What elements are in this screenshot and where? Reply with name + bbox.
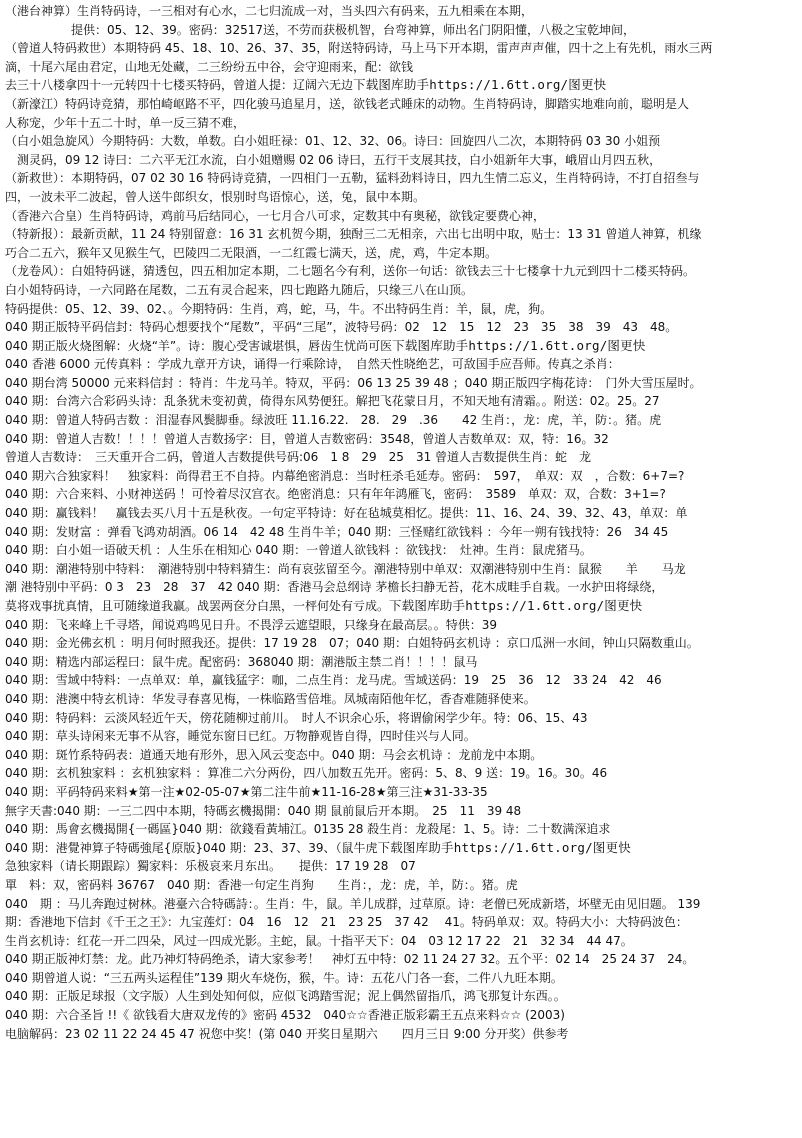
text-line xyxy=(5,169,798,188)
line-text: 电脑解码：23 02 11 22 24 45 47 祝您中奖！(第 040 开奖日星期六 四月三日 9:00 分开奖）供参考 xyxy=(5,1026,569,1041)
text-line xyxy=(5,392,798,411)
line-text: 040 期：曾道人吉数！！！！曾道人吉数扬字：目，曾道人吉数密码：3548，曾道人吉数单双：双，特：16。32 xyxy=(5,431,609,446)
text-line xyxy=(5,746,798,765)
line-text: 040 香港 6000 元传真料 ：学成九章开方诀，诵得一行乘除诗， 自然天性晓绝艺，可敌国手应吾师。传真之杀肖： xyxy=(5,357,620,372)
text-line xyxy=(5,820,798,839)
line-text: 人称宠，少年十五二十时，单一反三猜不难， xyxy=(5,115,246,130)
text-line xyxy=(5,262,798,281)
text-line xyxy=(5,1006,798,1025)
text-line xyxy=(5,634,798,653)
text-line xyxy=(5,578,798,597)
watermark-text: 下载图库助手https://1.6tt.org/图更快 xyxy=(353,77,607,93)
line-text: 040 期：斑竹系特码表：道通天地有形外，思入风云变态中。040 期：马会玄机诗 ：龙前龙中本期。 xyxy=(5,747,543,762)
line-text: （白小姐急旋风）今期特码：大数，单数。白小姐旺禄：01、12、32、06。诗曰：回旋四八二次，本期特码 03 30 小姐预 xyxy=(5,134,661,149)
text-line xyxy=(5,76,798,95)
line-text: 040 期：潮港特别中特料： 潮港特别中特料猜生：尚有哀弦留至今。潮港特别中单双：双潮港特别中生肖：鼠猴 羊 马龙 xyxy=(5,561,686,576)
line-text: （香港六合皇）生肖特码诗，鸡前马后结同心，一七月合八可求，定数其中有奥秘，欲钱定要费心神， xyxy=(5,208,546,223)
line-text: 040 期：草头诗闲来无事不从容，睡觉东窗日已红。万物静观皆自得，四时佳兴与人同。 xyxy=(5,729,476,744)
text-line xyxy=(5,300,798,319)
text-line xyxy=(5,541,798,560)
text-line xyxy=(5,58,798,77)
line-text: 提供：05、12、39。密码：32517送，不劳而获极机智，台弯神算，师出名门阴阳懂，八极之宝乾坤间， xyxy=(71,22,635,37)
line-text: 040 期曾道人说：“三五两头运程佳”139 期火车烧伤，猴，牛。诗：五花八门各一套，二件八九旺本期。 xyxy=(5,970,563,985)
text-line xyxy=(5,151,798,170)
line-text: 040 期：精选内部运程曰：鼠牛虎。配密码：368040 期：潮港版主禁二肖！！！！鼠马 xyxy=(5,654,478,669)
text-line xyxy=(5,244,798,263)
line-text: 040 期：正版足球报（文字版）人生到处知何似，应似飞鸿踏雪泥；泥上偶然留指爪，鸿飞那复计东西。。 xyxy=(5,989,566,1004)
text-line xyxy=(5,39,798,58)
text-line xyxy=(5,932,798,951)
text-line xyxy=(5,857,798,876)
line-text: 测灵码，09 12 诗曰：二六平无江水流，白小姐赠赐 02 06 诗曰，五行干支展其技，白小姐新年大事，峨眉山月四五秋， xyxy=(17,152,662,167)
text-line xyxy=(5,467,798,486)
watermark-text: 下载图库助手https://1.6tt.org/图更快 xyxy=(392,337,646,353)
line-text: 040 期正版火烧图解：火烧“羊”。诗：腹心受害诚堪惧，唇齿生忧尚可医 xyxy=(5,338,393,353)
text-line xyxy=(5,95,798,114)
line-text: 生肖玄机诗：红花一开二四朵，风过一四成光影。主蛇，鼠。十指平天下：04 03 12 17 22 21 32 34 44 47。 xyxy=(5,933,633,948)
line-text: （龙卷风）：白姐特码谜，猜透包，四五相加定本期，二七题名今有利，送你一句话：欲钱去三十七楼拿十九元到四十二楼买特码。 xyxy=(5,264,696,279)
line-text: （港台神算）生肖特码诗，一三相对有心水，二七归流成一对，当头四六有码来，五九相乘在本期， xyxy=(5,4,534,18)
text-line xyxy=(5,355,798,374)
text-line xyxy=(5,969,798,988)
line-text: （特新报）：最新贡献，11 24 特别留意：16 31 玄机贺今期，独酎三二无相亲，六出七出明中取，贴士：13 31 曾道人神算，机缘 xyxy=(5,227,702,242)
text-line xyxy=(5,114,798,133)
text-line xyxy=(5,207,798,226)
line-text: 040 期台湾 50000 元来料信封 ：特肖：牛龙马羊。特双，平码：06 13 25 39 48 ；040 期正版四字梅花诗： 门外大雪压屋时。 xyxy=(5,375,702,390)
text-line xyxy=(5,504,798,523)
text-line xyxy=(5,783,798,802)
line-text: 040 期：白小姐一语破天机 ：人生乐在相知心 040 期：一曾道人欲钱料 ：欲钱找： 灶神。生肖：鼠虎猪马。 xyxy=(5,543,592,558)
line-text: （曾道人特码救世）本期特码 45、18、10、26、37、35，附送特码诗，马上马下开本期，雷声声声催，四十之上有先机，雨水三两 xyxy=(5,41,713,56)
text-line xyxy=(5,188,798,207)
text-line xyxy=(5,671,798,690)
line-text: 040 期：特码料：云淡风轻近午天，傍花随柳过前川。 时人不识余心乐，将谓偷闲学少年。特：06、15、43 xyxy=(5,710,588,725)
line-text: 040 期：玄机独家料 ：玄机独家料 ：算准二六分两份，四八加数五先开。密码：5、8、9 送：19。16。30。46 xyxy=(5,766,608,781)
line-text: 急独家料（请长期跟踪）獨家料：乐极哀来月东出。 提供：17 19 28 07 xyxy=(5,859,416,874)
text-line xyxy=(5,802,798,821)
text-line xyxy=(5,876,798,895)
text-line xyxy=(5,523,798,542)
line-text: 潮 港特别中平码：0 3 23 28 37 42 040 期：香港马会总纲诗 茅檐长扫静无苔，花木成畦手自栽。一水护田将绿绕， xyxy=(5,580,664,595)
text-line xyxy=(5,987,798,1006)
line-text: 040 期：雪域中特料：一点单双：单，赢钱猛字：咖，二点生肖：龙马虎。雪域送码：19 25 36 12 33 24 42 46 xyxy=(5,673,662,688)
text-line xyxy=(5,597,798,616)
text-line xyxy=(5,430,798,449)
text-line xyxy=(5,411,798,430)
text-line xyxy=(5,950,798,969)
text-line xyxy=(5,913,798,932)
line-text: 單 料：双，密码料 36767 040 期：香港一句定生肖狗 生肖：，龙：虎，羊，防：。猪。虎 xyxy=(5,877,518,892)
line-text: 040 期：曾道人特码吉数 ：泪湿春风鬓脚垂。绿波旺 11.16.22. 28. 29 .36 42 生肖：，龙：虎，羊，防：。猪。虎 xyxy=(5,413,662,428)
text-line xyxy=(5,132,798,151)
text-line xyxy=(5,337,798,356)
line-text: 040 期：平码特码来料★第一注★02-05-07★第二注牛前★11-16-28★第三注★31-33-35 xyxy=(5,784,488,799)
text-line xyxy=(5,21,798,40)
line-text: 040 期六合独家料！ 独家料：尚得君王不自持。内幕绝密消息：当时枉杀毛延寿。密码： 597， 单双：双 ，合数：6+7=? xyxy=(5,468,685,483)
line-text: 巧合二五六，猴年又见猴生气，巴陵四二无限酒，一二红霞七满天，送，虎，鸡，牛定本期。 xyxy=(5,245,498,260)
line-text: 白小姐特码诗，一六同路在尾数，二五有灵合起来，四七跑路九随后，只缘三八在山顶。 xyxy=(5,282,474,297)
line-text: 莫将戏事扰真情，且可随缘道我赢。战罢两奁分白黑，一枰何处有亏成。 xyxy=(5,599,390,613)
line-text: 040 期：馬會玄機揭開{一碼區}040 期：欲錢看黃埔江。0135 28 殺生肖：龙殺尾：1、5。诗：二十数满深追求 xyxy=(5,822,611,837)
text-line xyxy=(5,764,798,783)
line-text: 040 期：发财富 ：弹看飞鸿劝胡酒。06 14 42 48 生肖牛羊；040 期：三怪赌红欲钱料 ：今年一朔有钱找特：26 34 45 xyxy=(5,524,669,539)
line-text: 滴，十尾六尾由君定，山地无处藏，二三纷纷五中谷，会守迎雨来，配：欲钱 xyxy=(5,59,414,74)
line-text: 無字天書:040 期：一三二四中本期，特碼玄機揭開：040 期 鼠前鼠后开本期。 25 11 39 48 xyxy=(5,803,522,818)
line-text: 040 期：台湾六合彩码头诗：乱条犹未变初黄，倚得东风势便狂。解把飞花蒙日月，不知天地有清霜。。附送：02。25。27 xyxy=(5,394,660,409)
text-line xyxy=(5,727,798,746)
text-line xyxy=(5,448,798,467)
line-text: 期：香港地下信封《千王之王》：九宝莲灯：04 16 12 21 23 25 37 42 41。特码单双：双。特码大小：大特码波色： xyxy=(5,915,688,930)
text-line xyxy=(5,225,798,244)
line-text: 040 期：港澳中特玄机诗：华发寻春喜见梅，一株临路雪倍堆。凤城南陌他年忆，香杳难随驿使来。 xyxy=(5,691,536,706)
line-text: 040 期：港覺神算子特碼強尾{原版}040 期：23、37、39、（鼠牛虎 xyxy=(5,840,378,855)
line-text: 040 期：六合来料、小财神送码 ！可怜着尽汉宫衣。绝密消息：只有年年鸿雁飞，密码： 3589 单双：双，合数：3+1=? xyxy=(5,487,666,502)
line-text: 040 期正版特平码信封：特码心想要找个“尾数”，平码“三尾”，波特号码：02 12 15 12 23 35 38 39 43 48。 xyxy=(5,320,678,335)
watermark-text: 下载图库助手https://1.6tt.org/图更快 xyxy=(377,839,631,855)
text-line xyxy=(5,318,798,337)
line-text: 040 期：金光佛玄机 ：明月何时照我还。提供：17 19 28 07；040 期：白姐特码玄机诗 ：京口瓜洲一水间，钟山只隔数重山。 xyxy=(5,636,699,651)
line-text: （新濠江）特码诗竞猜，那怕崎岖路不平，四化骏马追星月，送，欲钱老式睡床的动物。生肖特码诗，脚踏实地难向前，聪明是人 xyxy=(5,96,690,111)
line-text: 040 期：飞来峰上千寻塔，闻说鸡鸣见日升。不畏浮云遮望眼，只缘身在最高层。。特供：39 xyxy=(5,617,497,632)
text-line xyxy=(5,281,798,300)
line-text: （新救世）：本期特码，07 02 30 16 特码诗竞猜，一四相门一五勒，猛料劲料诗日，四九生情二忘义，生肖特码诗，不打自招叁与 xyxy=(5,171,700,186)
text-line xyxy=(5,2,798,21)
text-line xyxy=(5,895,798,914)
line-text: 去三十八楼拿四十一元转四十七楼买特码，曾道人提：辽阔六无边 xyxy=(5,78,354,93)
text-line xyxy=(5,690,798,709)
line-text: 特码提供：05、12、39、02、。今期特码：生肖，鸡，蛇，马，牛。不出特码生肖：羊，鼠，虎，狗。 xyxy=(5,301,553,316)
line-text: 040 期正版神灯禁：龙。此乃神灯特码绝杀，请大家参考！ 神灯五中特：02 11 24 27 32。五个平：02 14 25 24 37 24。 xyxy=(5,952,695,967)
text-line xyxy=(5,653,798,672)
line-text: 040 期 ：马儿奔跑过树林。港臺六合特碼詩：。生肖：牛，鼠。羊儿成群，过草原。诗：老僧已死成新塔，坏壁无由见旧题。 139 xyxy=(5,896,701,911)
text-line xyxy=(5,1025,798,1044)
line-text: 040 期：六合圣旨 !!《 欲钱看大唐双龙传的》密码 4532 040☆☆香港正版彩霸王五点来料☆☆ (2003) xyxy=(5,1008,565,1023)
text-line xyxy=(5,616,798,635)
text-line xyxy=(5,839,798,858)
line-text: 四，一波未平二波起，曾人送牛郎织女，恨别时鸟语惊心，送，兔，鼠中本期。 xyxy=(5,189,426,204)
line-text: 曾道人吉数诗： 三天重开合二码，曾道人吉数提供号码:06 1 8 29 25 31 曾道人吉数提供生肖：蛇 龙 xyxy=(5,450,592,465)
text-line xyxy=(5,709,798,728)
line-text: 040 期：赢钱料！ 赢钱去买八月十五是秋夜。一句定平特诗：好在毡城莫相忆。提供：11、16、24、39、32、43，单双：单 xyxy=(5,506,688,521)
text-line xyxy=(5,560,798,579)
watermark-text: 下载图库助手https://1.6tt.org/图更快 xyxy=(389,598,643,613)
text-line xyxy=(5,374,798,393)
text-line xyxy=(5,485,798,504)
